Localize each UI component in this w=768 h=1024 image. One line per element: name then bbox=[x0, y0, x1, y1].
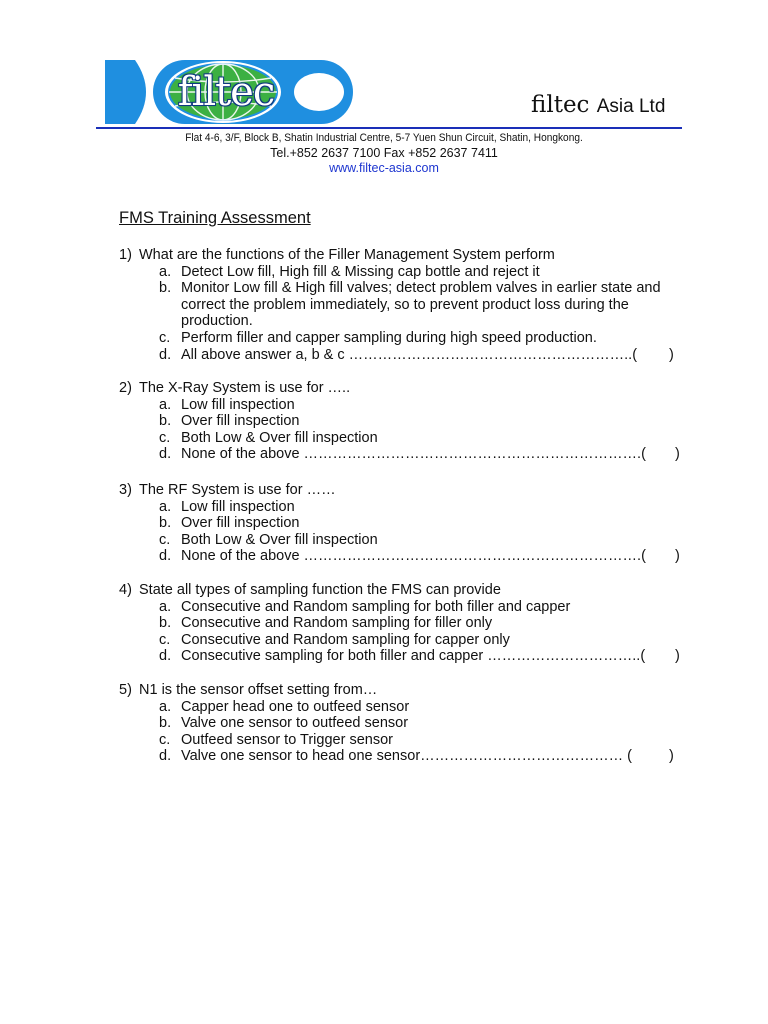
option-text: Consecutive and Random sampling for both filler and capper bbox=[181, 598, 571, 615]
question-number: 3) bbox=[119, 482, 132, 498]
filtec-logo bbox=[105, 60, 373, 124]
question-text: The X-Ray System is use for ….. bbox=[139, 380, 351, 396]
option-text: Detect Low fill, High fill & Missing cap bottle and reject it bbox=[181, 263, 540, 280]
option-letter: b. bbox=[159, 615, 172, 632]
question-number: 2) bbox=[119, 380, 132, 396]
option-c bbox=[119, 632, 699, 649]
question-number: 1) bbox=[119, 247, 132, 263]
option-text: Consecutive and Random sampling for filler only bbox=[181, 615, 493, 632]
option-c bbox=[119, 532, 699, 549]
option-letter: c. bbox=[159, 631, 171, 648]
company-address: Flat 4-6, 3/F, Block B, Shatin Industrial Centre, 5-7 Yuen Shun Circuit, Shatin, Hongkong. bbox=[185, 132, 583, 144]
option-d bbox=[119, 347, 699, 364]
question-number: 4) bbox=[119, 582, 132, 598]
option-letter: a. bbox=[159, 263, 172, 280]
option-text: None of the above …………………………………………………………….( bbox=[181, 548, 646, 565]
option-d bbox=[119, 648, 699, 665]
option-letter: a. bbox=[159, 396, 172, 413]
option-text: Low fill inspection bbox=[181, 498, 295, 515]
option-b bbox=[119, 615, 699, 632]
option-letter: d. bbox=[159, 446, 172, 463]
option-text: Valve one sensor to outfeed sensor bbox=[181, 715, 409, 732]
question-text: State all types of sampling function the FMS can provide bbox=[139, 582, 501, 598]
option-text: Monitor Low fill & High fill valves; detect problem valves in earlier state and correct the problem immediately, so to prevent product loss during the production. bbox=[181, 280, 661, 330]
option-b bbox=[119, 413, 699, 430]
answer-blank-close: ) bbox=[675, 548, 680, 565]
option-text: Both Low & Over fill inspection bbox=[181, 531, 378, 548]
answer-blank-close: ) bbox=[675, 648, 680, 665]
option-letter: b. bbox=[159, 515, 172, 532]
option-letter: d. bbox=[159, 648, 172, 665]
option-text: Over fill inspection bbox=[181, 413, 300, 430]
option-a bbox=[119, 264, 699, 281]
option-letter: a. bbox=[159, 498, 172, 515]
option-text: Perform filler and capper sampling during high speed production. bbox=[181, 329, 597, 346]
option-letter: b. bbox=[159, 280, 172, 297]
question-text: What are the functions of the Filler Management System perform bbox=[139, 247, 555, 263]
company-website-link[interactable]: www.filtec-asia.com bbox=[329, 161, 439, 175]
option-c bbox=[119, 330, 699, 347]
option-b bbox=[119, 515, 699, 532]
option-text: Valve one sensor to head one sensor…………………………………… ( bbox=[181, 748, 633, 765]
option-text: Both Low & Over fill inspection bbox=[181, 429, 378, 446]
option-text: Consecutive sampling for both filler and capper …………………………..( bbox=[181, 648, 646, 665]
answer-blank-close: ) bbox=[669, 748, 674, 765]
option-text: Over fill inspection bbox=[181, 515, 300, 532]
option-text: Capper head one to outfeed sensor bbox=[181, 698, 410, 715]
option-a bbox=[119, 599, 699, 616]
option-b bbox=[119, 280, 699, 330]
option-letter: d. bbox=[159, 548, 172, 565]
option-letter: d. bbox=[159, 748, 172, 765]
answer-blank-close: ) bbox=[669, 346, 674, 363]
question-4 bbox=[119, 582, 699, 665]
question-text: N1 is the sensor offset setting from… bbox=[139, 682, 378, 698]
option-text: Low fill inspection bbox=[181, 396, 295, 413]
question-number: 5) bbox=[119, 682, 132, 698]
option-c bbox=[119, 430, 699, 447]
header-divider bbox=[96, 127, 682, 129]
company-phone-fax: Tel.+852 2637 7100 Fax +852 2637 7411 bbox=[270, 146, 498, 160]
option-letter: c. bbox=[159, 731, 171, 748]
question-3 bbox=[119, 482, 699, 565]
option-letter: c. bbox=[159, 329, 171, 346]
option-a bbox=[119, 699, 699, 716]
company-suffix: Asia Ltd bbox=[596, 96, 666, 117]
option-letter: c. bbox=[159, 429, 171, 446]
option-text: None of the above …………………………………………………………….( bbox=[181, 446, 646, 463]
question-text: The RF System is use for …… bbox=[139, 482, 336, 498]
question-5 bbox=[119, 682, 699, 765]
option-c bbox=[119, 732, 699, 749]
option-d bbox=[119, 748, 699, 765]
option-d bbox=[119, 548, 699, 565]
option-a bbox=[119, 499, 699, 516]
option-b bbox=[119, 715, 699, 732]
company-brand: filtec bbox=[531, 92, 590, 118]
option-letter: d. bbox=[159, 346, 172, 363]
option-letter: b. bbox=[159, 715, 172, 732]
question-2 bbox=[119, 380, 699, 463]
logo-wordmark: filtec bbox=[177, 69, 275, 115]
company-name bbox=[531, 92, 665, 118]
option-letter: a. bbox=[159, 598, 172, 615]
option-text: Consecutive and Random sampling for capper only bbox=[181, 631, 510, 648]
document-title: FMS Training Assessment bbox=[119, 209, 311, 227]
option-text: All above answer a, b & c …………………………………………………..( bbox=[181, 346, 638, 363]
option-letter: c. bbox=[159, 531, 171, 548]
option-text: Outfeed sensor to Trigger sensor bbox=[181, 731, 393, 748]
option-d bbox=[119, 446, 699, 463]
answer-blank-close: ) bbox=[675, 446, 680, 463]
option-letter: b. bbox=[159, 413, 172, 430]
option-letter: a. bbox=[159, 698, 172, 715]
option-a bbox=[119, 397, 699, 414]
question-1 bbox=[119, 247, 699, 363]
